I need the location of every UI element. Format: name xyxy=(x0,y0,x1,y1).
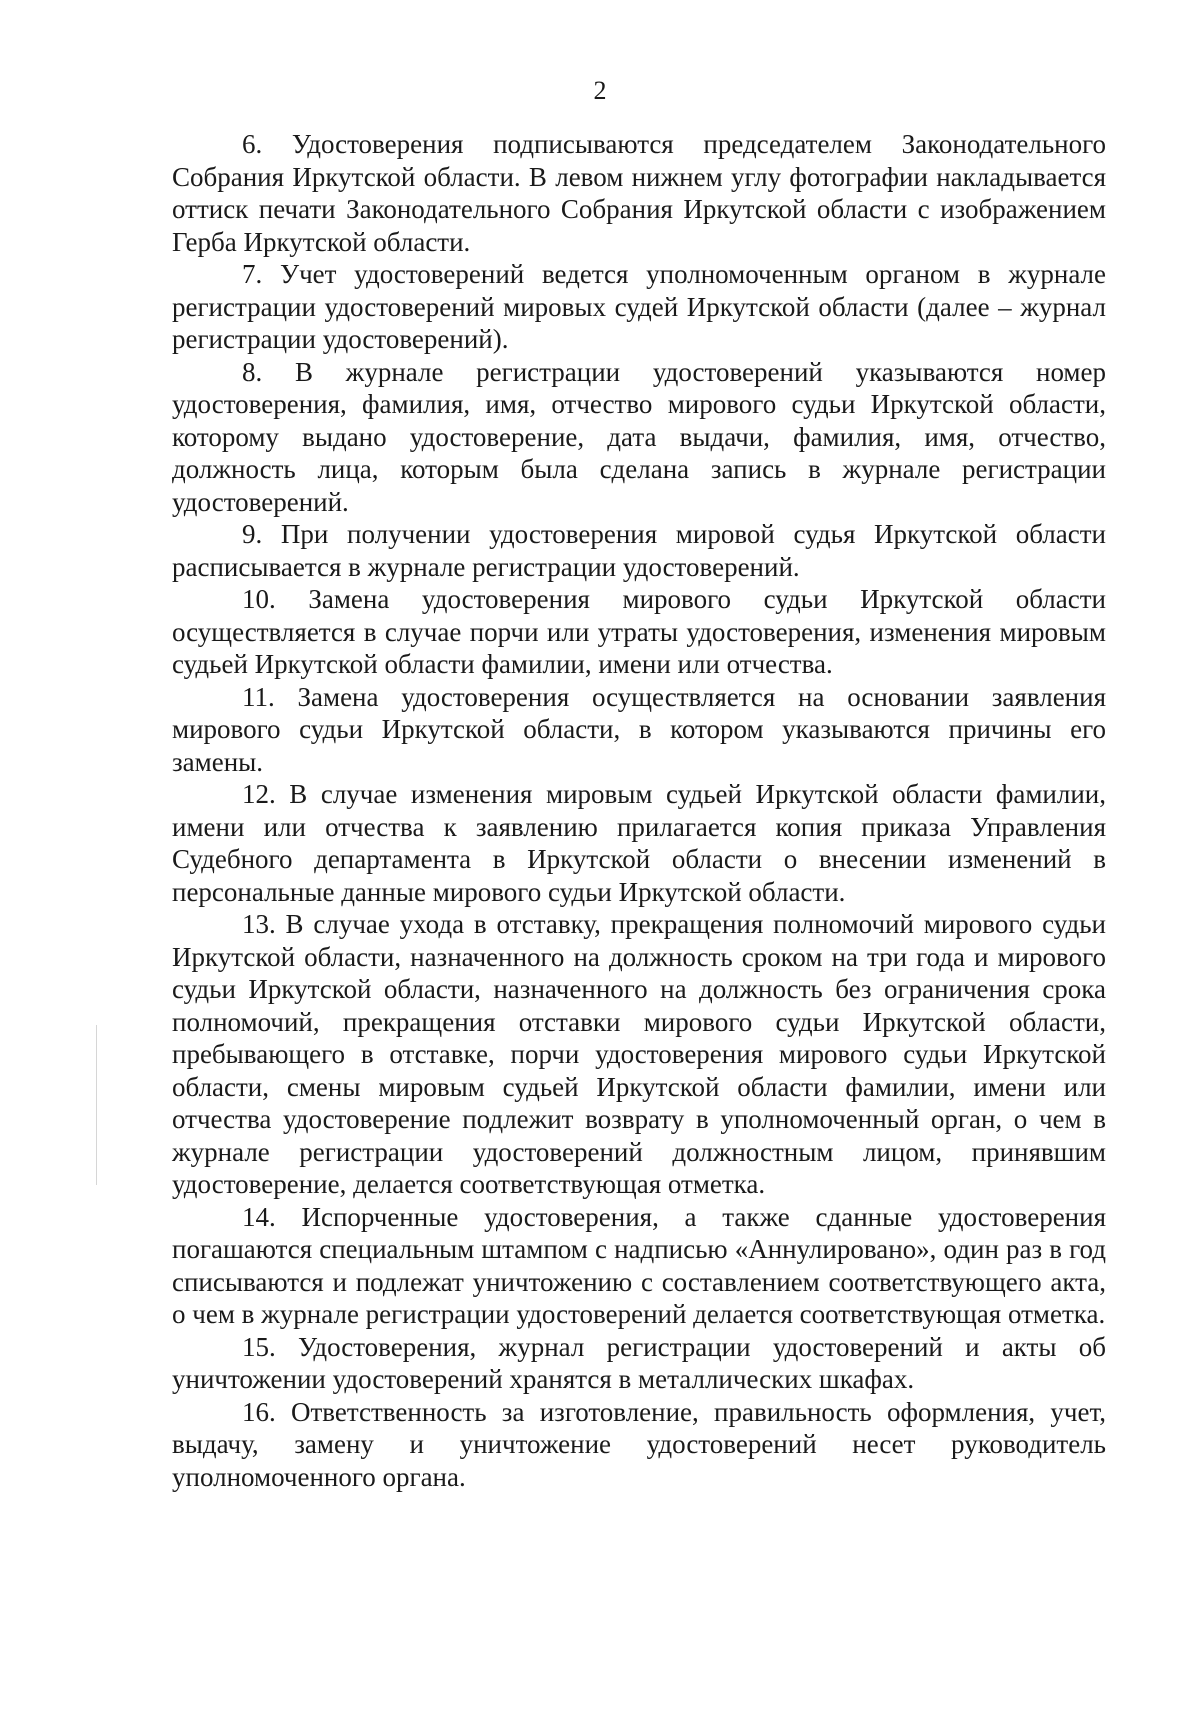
paragraph-6: 6. Удостоверения подписываются председателем Законодательного Собрания Иркутской области. В левом нижнем углу фотографии накладывается оттиск печати Законодательного Собрания Иркутской области с изображением Герба Иркутской области. xyxy=(172,129,1106,257)
paragraph-9: 9. При получении удостоверения мировой судья Иркутской области расписывается в журнале регистрации удостоверений. xyxy=(172,519,1106,582)
paragraph-8: 8. В журнале регистрации удостоверений указываются номер удостоверения, фамилия, имя, отчество мирового судьи Иркутской области, которому выдано удостоверение, дата выдачи, фамилия, имя, отчество, должность лица, которым была сделана запись в журнале регистрации удостоверений. xyxy=(172,356,1106,517)
paragraph-14: 14. Испорченные удостоверения, а также сданные удостоверения погашаются специальным штампом с надписью «Аннулировано», один раз в год списываются и подлежат уничтожению с составлением соответствующего акта, о чем в журнале регистрации удостоверений делается соответствующая отметка. xyxy=(172,1201,1106,1329)
paragraph-11: 11. Замена удостоверения осуществляется на основании заявления мирового судьи Иркутской области, в котором указываются причины его замены. xyxy=(172,681,1106,777)
page-number: 2 xyxy=(593,76,607,105)
paragraph-7: 7. Учет удостоверений ведется уполномоченным органом в журнале регистрации удостоверений мировых судей Иркутской области (далее – журнал регистрации удостоверений). xyxy=(172,259,1106,354)
paragraph-16: 16. Ответственность за изготовление, правильность оформления, учет, выдачу, замену и уничтожение удостоверений несет руководитель уполномоченного органа. xyxy=(172,1396,1106,1492)
paragraph-15: 15. Удостоверения, журнал регистрации удостоверений и акты об уничтожении удостоверений хранятся в металлических шкафах. xyxy=(172,1331,1106,1394)
paragraph-13: 13. В случае ухода в отставку, прекращения полномочий мирового судьи Иркутской области, назначенного на должность сроком на три года и мирового судьи Иркутской области, назначенного на должность без ограничения срока полномочий, прекращения отставки мирового судьи Иркутской области, пребывающего в отставке, порчи удостоверения мирового судьи Иркутской области, смены мировым судьей Иркутской области фамилии, имени или отчества удостоверение подлежит возврату в уполномоченный орган, о чем в журнале регистрации удостоверений должностным лицом, принявшим удостоверение, делается соответствующая отметка. xyxy=(172,909,1106,1199)
paragraph-12: 12. В случае изменения мировым судьей Иркутской области фамилии, имени или отчества к заявлению прилагается копия приказа Управления Судебного департамента в Иркутской области о внесении изменений в персональные данные мирового судьи Иркутской области. xyxy=(172,779,1106,907)
scan-margin-mark xyxy=(96,1025,97,1185)
paragraph-10: 10. Замена удостоверения мирового судьи Иркутской области осуществляется в случае порчи или утраты удостоверения, изменения мировым судьей Иркутской области фамилии, имени или отчества. xyxy=(172,584,1106,679)
document-body xyxy=(172,128,1106,1493)
